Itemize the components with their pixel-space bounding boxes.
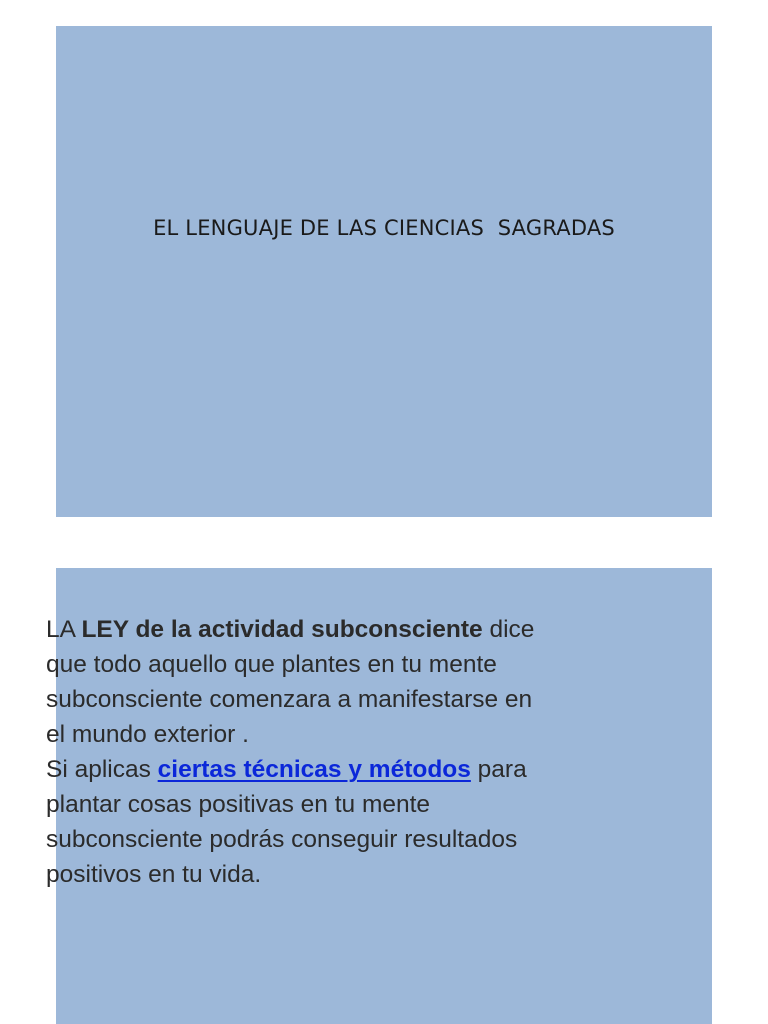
body-line-7: subconsciente podrás conseguir resultados — [46, 826, 518, 853]
body-line-1 — [46, 612, 706, 647]
slide-title-heading: EL LENGUAJE DE LAS CIENCIAS SAGRADAS — [153, 216, 615, 240]
body-line-1-suffix: dice — [482, 616, 535, 643]
techniques-methods-link[interactable]: ciertas técnicas y métodos — [157, 756, 471, 783]
slide-title — [56, 26, 712, 517]
body-line-6: plantar cosas positivas en tu mente — [46, 791, 431, 818]
body-line-1-prefix: LA — [46, 616, 82, 643]
body-line-5-prefix: Si aplicas — [46, 756, 158, 783]
law-name-bold: LEY de la actividad subconsciente — [81, 616, 483, 643]
slide-body-text — [46, 612, 706, 892]
slide-content — [46, 568, 712, 1024]
body-line-8: positivos en tu vida. — [46, 861, 262, 888]
body-line-4: el mundo exterior . — [46, 721, 249, 748]
body-line-3: subconsciente comenzara a manifestarse en — [46, 686, 533, 713]
body-line-5-suffix: para — [470, 756, 527, 783]
body-line-2: que todo aquello que plantes en tu mente — [46, 651, 497, 678]
body-line-5 — [46, 752, 706, 787]
